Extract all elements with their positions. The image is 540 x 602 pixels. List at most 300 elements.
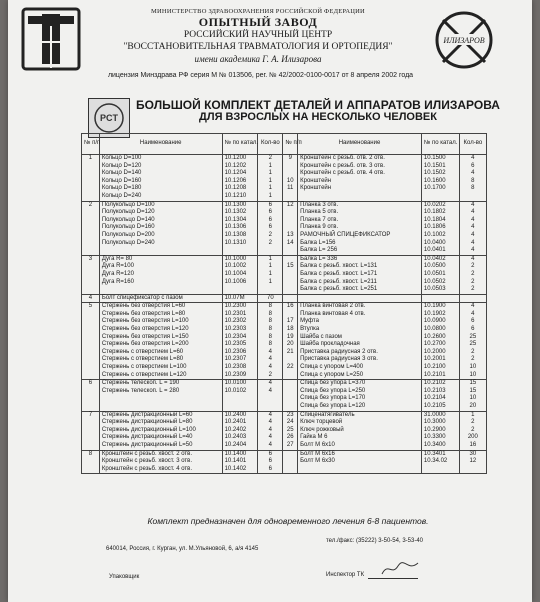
catalog-number-left-line: 10.1304 — [224, 216, 247, 223]
catalog-number-left-line: 10.0102 — [224, 387, 247, 394]
item-name-left-line: Стержень без отверстия L=120 — [101, 326, 189, 333]
inspector-label: Инспектор ТК — [326, 572, 365, 578]
item-name-left-line: Стержень дистракционный L=60 — [101, 411, 193, 418]
quantity-right-line: 8 — [471, 177, 475, 184]
row-number-left-text: 2 — [88, 201, 93, 208]
catalog-number-left-line: 10.1308 — [224, 231, 247, 238]
item-name-right — [298, 380, 422, 411]
quantity-right-line: 2 — [471, 278, 475, 285]
catalog-number-left — [222, 450, 258, 474]
quantity-left-line: 1 — [268, 192, 272, 199]
quantity-right — [459, 155, 486, 202]
catalog-number-left-line: 10.1004 — [224, 270, 247, 277]
catalog-number-left-line: 10.2301 — [224, 310, 247, 317]
catalog-number-left-line: 10.2400 — [224, 411, 247, 418]
catalog-number-right-line: 10.1804 — [423, 216, 446, 223]
catalog-number-right — [421, 155, 459, 202]
item-name-right-line: Болт М 6х10 — [300, 441, 335, 448]
catalog-number-right-line: 10.0402 — [423, 255, 446, 262]
item-name-left-line: Стержень без отверстия L=100 — [101, 318, 189, 325]
quantity-right-line: 4 — [471, 170, 475, 177]
catalog-number-right-line: 10.0501 — [423, 270, 446, 277]
quantity-right-line: 12 — [469, 458, 477, 465]
item-name-right-line: Шайба с пазом — [300, 333, 342, 340]
col-name-right: Наименование — [298, 134, 422, 155]
catalog-number-left — [222, 255, 258, 294]
item-name-left-line: Дуга R= 80 — [101, 255, 133, 262]
catalog-number-left-line: 10.1200 — [224, 155, 247, 161]
catalog-number-right-line: 10.0401 — [423, 247, 446, 254]
table-row — [82, 294, 487, 303]
row-number-right — [283, 411, 298, 450]
catalog-number-right-line: 10.0900 — [423, 318, 446, 325]
row-number-right-text: 12 13 14 — [286, 201, 294, 246]
quantity-right-line: 2 — [471, 286, 475, 293]
catalog-number-right-line: 10.0502 — [423, 278, 446, 285]
quantity-right-line: 4 — [471, 303, 475, 310]
quantity-right — [459, 450, 486, 474]
signature-line — [368, 578, 418, 579]
quantity-right-line: 2 — [471, 419, 475, 426]
catalog-number-right — [421, 450, 459, 474]
catalog-number-left-line: 10.1206 — [224, 177, 247, 184]
document-sheet — [8, 0, 532, 602]
quantity-right-line: 4 — [471, 255, 475, 262]
catalog-number-left-line: 10.2305 — [224, 341, 247, 348]
quantity-right-line: 2 — [471, 348, 475, 355]
quantity-left — [258, 255, 283, 294]
quantity-right-line: 2 — [471, 426, 475, 433]
catalog-number-left-line: 10.1310 — [224, 239, 247, 246]
table-row — [82, 411, 487, 450]
catalog-number-left-line: 10.1000 — [224, 255, 247, 262]
catalog-number-right-line: 10.34.02 — [423, 458, 448, 465]
quantity-left-line: 6 — [268, 450, 272, 457]
quantity-right-line: 2 — [471, 356, 475, 363]
quantity-left-line: 6 — [268, 201, 272, 208]
item-name-right — [298, 294, 422, 303]
catalog-number-left-line: 10.0100 — [224, 380, 247, 387]
catalog-number-right — [421, 380, 459, 411]
catalog-number-right-line: 10.1806 — [423, 224, 446, 231]
item-name-right — [298, 411, 422, 450]
catalog-number-left-line: 10.2304 — [224, 333, 247, 340]
catalog-number-left-line: 10.2401 — [224, 419, 247, 426]
catalog-number-right-line: 10.0400 — [423, 239, 446, 246]
item-name-left-line: Стержень без отверстия L=60 — [101, 303, 186, 310]
quantity-right-line: 6 — [471, 326, 475, 333]
quantity-left-line: 1 — [268, 185, 272, 192]
quantity-left-line: 1 — [268, 177, 272, 184]
item-name-left-line: Стержень с отверстием L=80 — [101, 356, 184, 363]
quantity-left-line: 8 — [268, 318, 272, 325]
catalog-number-left-line: 10.2303 — [224, 326, 247, 333]
row-number-right — [283, 450, 298, 474]
item-name-left — [99, 380, 222, 411]
item-name-left-line: Дуга R=100 — [101, 263, 134, 270]
item-name-right-line: Спица с упором L=400 — [300, 364, 364, 371]
catalog-number-right — [421, 303, 459, 380]
row-number-left — [82, 450, 100, 474]
catalog-number-right-line: 10.2100 — [423, 364, 446, 371]
packer-label: Упаковщик — [109, 574, 140, 580]
catalog-number-left — [222, 380, 258, 411]
row-number-left-text: 3 — [88, 255, 93, 262]
quantity-left-line: 4 — [268, 441, 272, 448]
item-name-left — [99, 155, 222, 202]
row-number-left-text: 5 — [88, 303, 93, 310]
parts-table — [81, 133, 487, 474]
item-name-right — [298, 450, 422, 474]
quantity-left-line: 1 — [268, 255, 272, 262]
quantity-left-line: 8 — [268, 310, 272, 317]
quantity-right-line: 15 — [469, 380, 477, 387]
item-name-left-line: Стержень дистракционный L=100 — [101, 426, 196, 433]
item-name-left-line: Стержень с отверстием L=60 — [101, 348, 184, 355]
catalog-number-right-line: 10.1900 — [423, 303, 446, 310]
col-num-right: № п/п — [283, 134, 298, 155]
row-number-left — [82, 155, 100, 202]
catalog-number-left-line: 10.1300 — [224, 201, 247, 208]
item-name-left-line: Кольцо D=160 — [101, 177, 142, 184]
quantity-right — [459, 411, 486, 450]
item-name-left-line: Кольцо D=140 — [101, 170, 142, 177]
item-name-right-line: Гайка М 6 — [300, 434, 328, 441]
catalog-number-left-line: 10.1204 — [224, 170, 247, 177]
row-number-right — [283, 294, 298, 303]
item-name-right-line: Приставка радиусная 3 отв. — [300, 356, 378, 363]
quantity-left — [258, 450, 283, 474]
catalog-number-right — [421, 411, 459, 450]
catalog-number-right-line: 10.3000 — [423, 419, 446, 426]
document-title: БОЛЬШОЙ КОМПЛЕКТ ДЕТАЛЕЙ И АППАРАТОВ ИЛИЗАРОВА — [136, 98, 500, 112]
item-name-right-line: Ключ рожковый — [300, 426, 344, 433]
item-name-left — [99, 411, 222, 450]
center-name: РОССИЙСКИЙ НАУЧНЫЙ ЦЕНТР — [183, 30, 333, 40]
catalog-number-left-line: 10.2403 — [224, 434, 247, 441]
catalog-number-right-line: 10.2001 — [423, 356, 446, 363]
catalog-number-left-line: 10.2302 — [224, 318, 247, 325]
quantity-right-line: 20 — [469, 403, 477, 409]
catalog-number-right-line: 10.0503 — [423, 286, 446, 293]
quantity-left — [258, 201, 283, 255]
item-name-left-line: Дуга R=120 — [101, 270, 134, 277]
quantity-right-line: 10 — [469, 371, 477, 378]
item-name-right-line: Муфта — [300, 318, 319, 325]
item-name-right-line: Балка L=156 — [300, 239, 336, 246]
catalog-number-right — [421, 201, 459, 255]
kit-purpose-note: Комплект предназначен для одновременного лечения 6-8 пациентов. — [147, 516, 429, 526]
col-qty-right: Кол-во — [459, 134, 486, 155]
item-name-right-line: Спиценатягиватель — [300, 411, 355, 418]
item-name-left-line: Полукольцо D=200 — [101, 231, 155, 238]
item-name-right-line: Спица без упора L=170 — [300, 395, 366, 402]
quantity-right-line: 8 — [471, 185, 475, 192]
catalog-number-left — [222, 303, 258, 380]
catalog-number-left-line: 10.1401 — [224, 458, 247, 465]
item-name-right-line: Планка винтовая 4 отв. — [300, 310, 366, 317]
item-name-right-line: Спица без упора L=370 — [300, 380, 366, 387]
col-name-left: Наименование — [99, 134, 222, 155]
catalog-number-left-line: 10.2309 — [224, 371, 247, 378]
item-name-left — [99, 255, 222, 294]
item-name-left-line: Стержень телескоп. L = 190 — [101, 380, 180, 387]
catalog-number-left-line: 10.1002 — [224, 263, 247, 270]
quantity-left — [258, 155, 283, 202]
catalog-number-left-line: 10.2402 — [224, 426, 247, 433]
catalog-number-right-line: 10.0500 — [423, 263, 446, 270]
item-name-right-line: Балка с резьб. хвост. L=171 — [300, 270, 378, 277]
row-number-right — [283, 255, 298, 294]
plant-name: ОПЫТНЫЙ ЗАВОД — [198, 15, 318, 29]
row-number-right — [283, 303, 298, 380]
document-subtitle: ДЛЯ ВЗРОСЛЫХ НА НЕСКОЛЬКО ЧЕЛОВЕК — [199, 111, 437, 123]
col-num-left: № п/п — [82, 134, 100, 155]
item-name-left-line: Стержень без отверстия L=150 — [101, 333, 189, 340]
quantity-right-line: 10 — [469, 395, 477, 402]
quantity-left-line: 6 — [268, 209, 272, 216]
quantity-left-line: 8 — [268, 341, 272, 348]
item-name-right-line: Спица без упора L=120 — [300, 403, 366, 409]
item-name-right-line: Балка L= 256 — [300, 247, 338, 254]
item-name-left-line: Стержень дистракционный L=80 — [101, 419, 193, 426]
item-name-right-line: Кронштейн с резьб. отв. 4 отв. — [300, 170, 385, 177]
catalog-number-left-line: 10.1302 — [224, 209, 247, 216]
item-name-left-line: Кронштейн с резьб. хвост. 3 отв. — [101, 458, 193, 465]
item-name-left-line: Кронштейн с резьб. хвост. 2 отв. — [101, 450, 193, 457]
catalog-number-left-line: 10.1210 — [224, 192, 247, 199]
quantity-right-line: 4 — [471, 239, 475, 246]
quantity-left-line: 70 — [266, 294, 274, 301]
quantity-left-line: 1 — [268, 263, 272, 270]
item-name-left-line: Кронштейн с резьб. хвост. 4 отв. — [101, 465, 193, 472]
row-number-right-text: 16 17 18 19 20 21 22 — [286, 303, 294, 371]
quantity-right-line: 4 — [471, 231, 475, 238]
catalog-number-left-line: 10.1006 — [224, 278, 247, 285]
catalog-number-left-line: 10.2404 — [224, 441, 247, 448]
item-name-right — [298, 155, 422, 202]
svg-text:PCT: PCT — [100, 113, 118, 123]
table-row — [82, 380, 487, 411]
item-name-left-line: Стержень с отверстием L=120 — [101, 371, 187, 378]
item-name-left — [99, 201, 222, 255]
item-name-left-line: Кольцо D=120 — [101, 162, 142, 169]
row-number-left — [82, 201, 100, 255]
catalog-number-left-line: 10.2300 — [224, 303, 247, 310]
catalog-number-right-line: 10.0202 — [423, 201, 446, 208]
item-name-right — [298, 201, 422, 255]
row-number-left-text: 7 — [88, 411, 93, 418]
catalog-number-right-line: 10.1501 — [423, 162, 446, 169]
quantity-right-line: 10 — [469, 364, 477, 371]
row-number-right — [283, 380, 298, 411]
signature-scribble — [380, 560, 420, 578]
quantity-left-line: 6 — [268, 465, 272, 472]
ilizarov-logo-right — [433, 6, 495, 72]
row-number-right-text: 9 10 11 — [286, 155, 294, 192]
quantity-right-line: 25 — [469, 341, 477, 348]
quantity-right-line: 4 — [471, 155, 475, 161]
quantity-right — [459, 303, 486, 380]
table-row — [82, 201, 487, 255]
catalog-number-right-line: 10.1502 — [423, 170, 446, 177]
item-name-right-line: Планка винтовая 2 отв. — [300, 303, 366, 310]
item-name-right-line: Кронштейн с резьб. отв. 3 отв. — [300, 162, 385, 169]
quantity-left-line: 1 — [268, 270, 272, 277]
quantity-left-line: 4 — [268, 419, 272, 426]
catalog-number-right-line: 10.3400 — [423, 441, 446, 448]
row-number-left-text: 8 — [88, 450, 93, 457]
item-name-right-line: Балка с резьб. хвост. L=211 — [300, 278, 377, 285]
quantity-left — [258, 294, 283, 303]
row-number-left — [82, 303, 100, 380]
quantity-right-line: 25 — [469, 333, 477, 340]
item-name-left-line: Полукольцо D=160 — [101, 224, 155, 231]
item-name-right — [298, 303, 422, 380]
catalog-number-right-line: 10.2104 — [423, 395, 446, 402]
quantity-left-line: 6 — [268, 224, 272, 231]
item-name-left-line: Полукольцо D=240 — [101, 239, 155, 246]
svg-text:ИЛИЗАРОВ: ИЛИЗАРОВ — [443, 36, 485, 45]
item-name-right-line: Втулка — [300, 326, 320, 333]
quantity-left-line: 4 — [268, 411, 272, 418]
catalog-number-right-line: 31.0000 — [423, 411, 446, 418]
quantity-right-line: 2 — [471, 270, 475, 277]
row-number-left — [82, 255, 100, 294]
quantity-left-line: 2 — [268, 155, 272, 161]
row-number-right-text: 23 24 25 26 27 — [286, 411, 294, 448]
catalog-number-right-line: 10.2102 — [423, 380, 446, 387]
item-name-right-line: Балка с резьб. хвост. L=131 — [300, 263, 378, 270]
row-number-left-text: 6 — [88, 380, 93, 387]
quantity-right-line: 4 — [471, 224, 475, 231]
quantity-right-line: 4 — [471, 201, 475, 208]
catalog-number-right-line: 10.3300 — [423, 434, 446, 441]
item-name-left-line: Полукольцо D=100 — [101, 201, 155, 208]
item-name-right-line: Ключ торцевой — [300, 419, 343, 426]
col-qty-left: Кол-во — [258, 134, 283, 155]
catalog-number-left — [222, 411, 258, 450]
table-header-row — [82, 134, 487, 155]
catalog-number-right-line: 10.0800 — [423, 326, 446, 333]
item-name-right-line: Балка с резьб. хвост. L=251 — [300, 286, 378, 293]
col-cat-right: № по катал. — [421, 134, 459, 155]
quantity-left-line: 6 — [268, 458, 272, 465]
catalog-number-left — [222, 155, 258, 202]
table-row — [82, 303, 487, 380]
item-name-right-line: Кронштейн с резьб. отв. 2 отв. — [300, 155, 385, 161]
item-name-left — [99, 294, 222, 303]
item-name-right-line: Планка 9 отв. — [300, 224, 339, 231]
quantity-right-line: 6 — [471, 318, 475, 325]
table-row — [82, 450, 487, 474]
quantity-right-line: 15 — [469, 387, 477, 394]
catalog-number-left-line: 10.1208 — [224, 185, 247, 192]
quantity-left-line: 2 — [268, 231, 272, 238]
item-name-right-line: Болт М 6х30 — [300, 458, 335, 465]
catalog-number-right-line: 10.2105 — [423, 403, 446, 409]
row-number-right — [283, 201, 298, 255]
quantity-right-line: 2 — [471, 263, 475, 270]
row-number-left — [82, 411, 100, 450]
item-name-right-line: Спица без упора L=250 — [300, 387, 366, 394]
quantity-right — [459, 380, 486, 411]
quantity-right-line: 200 — [467, 434, 478, 441]
catalog-number-left — [222, 294, 258, 303]
catalog-number-left-line: 10.1400 — [224, 450, 247, 457]
quantity-left — [258, 380, 283, 411]
item-name-right-line: Шайба прокладочная — [300, 341, 360, 348]
item-name-left-line: Дуга R=160 — [101, 278, 134, 285]
item-name-left-line: Полукольцо D=120 — [101, 209, 155, 216]
quantity-left-line: 4 — [268, 356, 272, 363]
item-name-left-line: Болт спицефиксатор с пазом — [101, 294, 183, 301]
item-name-right-line: Болт М 6х16 — [300, 450, 335, 457]
certification-sticker-icon — [88, 98, 130, 138]
catalog-number-right-line: 10.2103 — [423, 387, 446, 394]
row-number-left-text: 1 — [88, 155, 93, 161]
item-name-right-line: Планка 5 отв. — [300, 209, 339, 216]
quantity-right-line: 30 — [469, 450, 477, 457]
quantity-left-line: 4 — [268, 380, 272, 387]
item-name-left-line: Стержень с отверстием L=100 — [101, 364, 187, 371]
license-line: лицензия Минздрава РФ серия М № 013506, рег. № 42/2002-0100-0017 от 8 апреля 2002 года — [107, 72, 414, 79]
catalog-number-right-line: 10.1902 — [423, 310, 446, 317]
center-subtitle: "ВОССТАНОВИТЕЛЬНАЯ ТРАВМАТОЛОГИЯ И ОРТОПЕДИЯ" — [123, 42, 393, 52]
catalog-number-left — [222, 201, 258, 255]
quantity-left-line: 4 — [268, 434, 272, 441]
quantity-left-line: 1 — [268, 162, 272, 169]
catalog-number-right-line: 10.1002 — [423, 231, 446, 238]
item-name-right-line: Балка L= 336 — [300, 255, 338, 262]
catalog-number-left-line: 10.1306 — [224, 224, 247, 231]
table-body — [82, 155, 487, 474]
catalog-number-right-line: 10.1700 — [423, 185, 446, 192]
item-name-right-line: Приставка радиусная 2 отв. — [300, 348, 378, 355]
catalog-number-right-line: 10.2700 — [423, 341, 446, 348]
table-row — [82, 255, 487, 294]
item-name-left-line: Стержень дистракционный L=50 — [101, 441, 193, 448]
col-cat-left: № по катал. — [222, 134, 258, 155]
catalog-number-right-line: 10.3401 — [423, 450, 446, 457]
catalog-number-left-line: 10.1402 — [224, 465, 247, 472]
quantity-right-line: 16 — [469, 441, 477, 448]
quantity-left-line: 8 — [268, 303, 272, 310]
quantity-left-line: 4 — [268, 364, 272, 371]
quantity-left-line: 1 — [268, 278, 272, 285]
catalog-number-right — [421, 294, 459, 303]
quantity-right — [459, 294, 486, 303]
catalog-number-right-line: 10.2600 — [423, 333, 446, 340]
item-name-right-line: Кронштейн — [300, 177, 332, 184]
quantity-right — [459, 201, 486, 255]
item-name-right-line: Планка 7 отв. — [300, 216, 339, 223]
quantity-left-line: 4 — [268, 426, 272, 433]
item-name-left — [99, 450, 222, 474]
quantity-left-line: 2 — [268, 371, 272, 378]
item-name-right — [298, 255, 422, 294]
quantity-right-line: 4 — [471, 216, 475, 223]
item-name-left-line: Полукольцо D=140 — [101, 216, 155, 223]
quantity-left-line: 8 — [268, 333, 272, 340]
catalog-number-right-line: 10.1600 — [423, 177, 446, 184]
catalog-number-right-line: 10.1500 — [423, 155, 446, 161]
row-number-left — [82, 294, 100, 303]
catalog-number-left-line: 10.2307 — [224, 356, 247, 363]
quantity-right-line: 4 — [471, 247, 475, 254]
item-name-left — [99, 303, 222, 380]
catalog-number-right-line: 10.2101 — [423, 371, 446, 378]
